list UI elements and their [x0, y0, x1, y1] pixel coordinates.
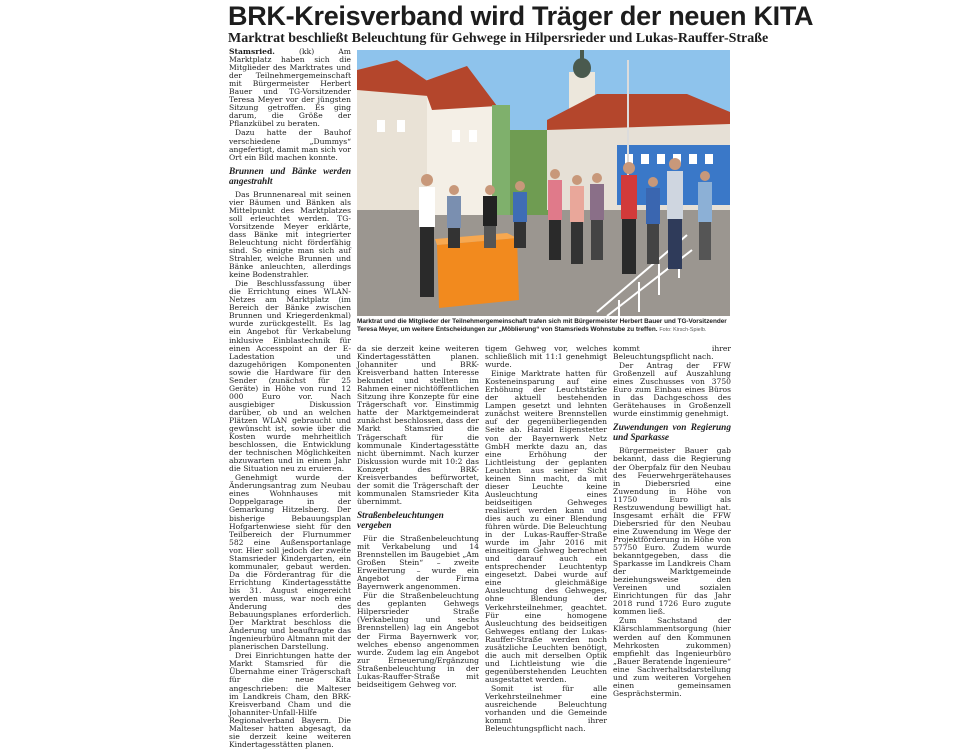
text-column-2 [357, 344, 479, 689]
caption-text: Marktrat und die Mitglieder der Teilnehmergemeinschaft trafen sich mit Bürgermeister Herbert Bauer und TG-Vorsitzender Teresa Meyer, um weitere Entscheidungen zur „Möblierung“ von Stamsrieds Wohnstube zu treffen. [357, 318, 727, 333]
dateline: Stamsried. [229, 47, 275, 56]
paragraph: Das Brunnenareal mit seinen vier Bäumen und Bänken als Mittelpunkt des Marktplatzes soll erleuchtet werden. TG-Vorsitzende Meyer erklärte, dass Bänke mit integrierter Beleuchtung nicht förderfähig sind. So einigte man sich auf Strahler, welche Brunnen und Bänke anleuchten, allerdings keine Bodenstrahler. [229, 189, 351, 280]
text-column-4 [613, 344, 731, 698]
paragraph: Dazu hatte der Bauhof verschiedene „Dummys“ angefertigt, damit man sich vor Ort ein Bild machen konnte. [229, 128, 351, 162]
paragraph: Einige Marktrate hatten für Kosteneinsparung auf eine Erhöhung der Leuchtstärke der aktuell bestehenden Lampen gesetzt und lehnten zunächst weitere Brennstellen auf der gegenüberliegenden Seite ab. Harald Eigenstetter von der Bayernwerk Netz GmbH merkte dazu an, das eine Erhöhung der Lichtleistung der geplanten Leuchten aus seiner Sicht keinen Sinn macht, da mit dieser Leuchte keine Ausleuchtung eines beidseitigen Gehweges realisiert werden kann und dies auch zu einer Blendung führen würde. Die Beleuchtung in der Lukas-Rauffer-Straße wurde im Jahr 2016 mit einseitigem Gehweg berechnet und darauf auch ein entsprechender Leuchtentyp eingesetzt. Dabei wurde auf eine gleichmäßige Ausleuchtung des Gehweges, ohne Blendung der Verkehrsteilnehmer, geachtet. Für eine homogene Ausleuchtung des beidseitigen Gehweges entlang der Lukas-Rauffer-Straße werden noch zusätzliche Leuchten benötigt, die auch mit derselben Optik und Lichtleistung wie die gegenüberstehenden Leuchten ausgestattet werden. [485, 369, 607, 684]
subheading-brunnen: Brunnen und Bänke werden angestrahlt [229, 166, 351, 187]
lead-paragraph [229, 48, 351, 128]
article-subheadline: Marktrat beschließt Beleuchtung für Gehwege in Hilpersrieder und Lukas-Rauffer-Straße [228, 31, 769, 46]
paragraph: Der Antrag der FFW Großenzell auf Auszahlung eines Zuschusses von 3750 Euro zum Einbau eines Büros in das Dachgeschoss des Gerätehauses in Großenzell wurde einstimmig genehmigt. [613, 361, 731, 419]
lead-text: (kk) Am Marktplatz haben sich die Mitglieder des Marktrates und der Teilnehmergemeinschaft mit Bürgermeister Herbert Bauer und TG-Vorsitzender Teresa Meyer vor der jüngsten Sitzung getroffen. Es ging darum, die Größe der Pflanzkübel zu beraten. [229, 47, 351, 129]
photo-planter [437, 238, 519, 308]
paragraph: Genehmigt wurde der Änderungsantrag zum Neubau eines Wohnhauses mit Doppelgarage in der Gemarkung Hitzelsberg. Der bisherige Bebauungsplan Hofgartenwiese sieht für den Teilbereich der Flurnummer 582 eine Außensportanlage vor. Hier soll jedoch der zweite Stamsrieder Kindergarten, ein kommunaler, gebaut werden. Da die Förderantrag für die Errichtung Kindertagesstätte bis 31. August eingereicht werden muss, war noch eine Änderung des Bebauungsplanes erforderlich. Der Marktrat beschloss die Änderung und beauftragte das Ingenieurbüro Altmann mit der planerischen Darstellung. [229, 473, 351, 652]
paragraph: Zum Sachstand der Klärschlammentsorgung (hier werden auf den Kommunen Mehrkosten zukommen) empfiehlt das Ingenieurbüro „Bauer Beratende Ingenieure“ eine Sachverhaltsdarstellung und zum weiteren Vorgehen einen gemeinsamen Gesprächstermin. [613, 616, 731, 698]
paragraph: Drei Einrichtungen hatte der Markt Stamsried für die Übernahme einer Trägerschaft für die neue Kita angeschrieben: die Malteser im Landkreis Cham, den BRK-Kreisverband Cham und die Johanniter-Unfall-Hilfe Regionalverband Bayern. Die Malteser hatten abgesagt, da sie derzeit keine weiteren Kindertagesstätten planen. [229, 651, 351, 749]
paragraph: da sie derzeit keine weiteren Kindertagesstätten planen. Johanniter und BRK-Kreisverband hatten Interesse bekundet und stellten im Rahmen einer nichtöffentlichen Sitzung ihre Konzepte für eine Trägerschaft vor. Einstimmig hatte der Marktgemeinderat zunächst beschlossen, dass der Markt Stamsried die Trägerschaft für die kommunale Kindertagesstätte nicht übernimmt. Nach kurzer Diskussion wurde mit 10:2 das Konzept des BRK-Kreisverbandes befürwortet, der somit die Trägerschaft der kommunalen Stamsrieder Kita übernimmt. [357, 344, 479, 506]
photo-credit: Foto: Kirsch-Spielb. [659, 327, 707, 333]
text-column-1 [229, 47, 351, 749]
paragraph: Bürgermeister Bauer gab bekannt, dass die Regierung der Oberpfalz für den Neubau des Feuerwehrgerätehauses in Diebersried eine Zuwendung in Höhe von 11750 Euro als Restzuwendung bewilligt hat. Insgesamt erhält die FFW Diebersried für den Neubau eine Zuwendung im Wege der Projektförderung in Höhe von 57750 Euro. Zudem wurde bekanntgegeben, dass die Sparkasse im Landkreis Cham der Marktgemeinde beziehungsweise den Vereinen und sozialen Einrichtungen für das Jahr 2018 rund 1726 Euro zugute kommen ließ. [613, 446, 731, 617]
subheading-zuwendungen: Zuwendungen von Regierung und Sparkasse [613, 423, 731, 444]
photo-illustration [357, 50, 730, 316]
paragraph: Für die Straßenbeleuchtung des geplanten Gehwegs Hilpersrieder Straße (Verkabelung und sechs Brennstellen) lag ein Angebot der Firma Bayernwerk vor, welches ebenso angenommen wurde. Zudem lag ein Angebot zur Erneuerung/Ergänzung Straßenbeleuchtung in der Lukas-Rauffer-Straße mit beidseitigem Gehweg vor. [357, 591, 479, 689]
paragraph: Somit ist für alle Verkehrsteilnehmer eine ausreichende Beleuchtung vorhanden und die Gemeinde kommt ihrer Beleuchtungspflicht nach. [485, 683, 607, 734]
photo-caption [357, 318, 730, 342]
photo-tower-spire [580, 50, 584, 60]
text-column-3 [485, 344, 607, 734]
paragraph: kommt ihrer Beleuchtungspflicht nach. [613, 344, 731, 362]
subheading-strassenbeleuchtung: Straßenbeleuchtungen vergeben [357, 510, 444, 531]
photo-tower-dome [573, 58, 591, 78]
marketplace-photo [357, 50, 730, 316]
paragraph: tigem Gehweg vor, welches schließlich mit 11:1 genehmigt wurde. [485, 344, 607, 370]
article-headline: BRK-Kreisverband wird Träger der neuen KITA [228, 1, 814, 31]
paragraph: Für die Straßenbeleuchtung mit Verkabelung und 14 Brennstellen im Baugebiet „Am Großen Stein“ – zweite Erweiterung – wurde ein Angebot der Firma Bayernwerk angenommen. [357, 533, 479, 592]
paragraph: Die Beschlussfassung über die Errichtung eines WLAN-Netzes am Marktplatz (im Bereich der Bänke zwischen Brunnen und Kriegerdenkmal) wurde zurückgestellt. Es lag ein Angebot für Verkabelung inklusive Einblastechnik für einen Accesspoint an der E-Ladestation und dazugehörigen Komponenten sowie die Hardware für den Sender (zunächst für 25 Geräte) in Höhe von rund 12 000 Euro vor. Nach ausgiebiger Diskussion darüber, ob und an welchen Plätzen WLAN gebraucht und gewünscht ist, sowie über die Kosten wurde mehrheitlich beschlossen, die Entwicklung der technischen Möglichkeiten abzuwarten und in einem Jahr die Situation neu zu eruieren. [229, 279, 351, 474]
